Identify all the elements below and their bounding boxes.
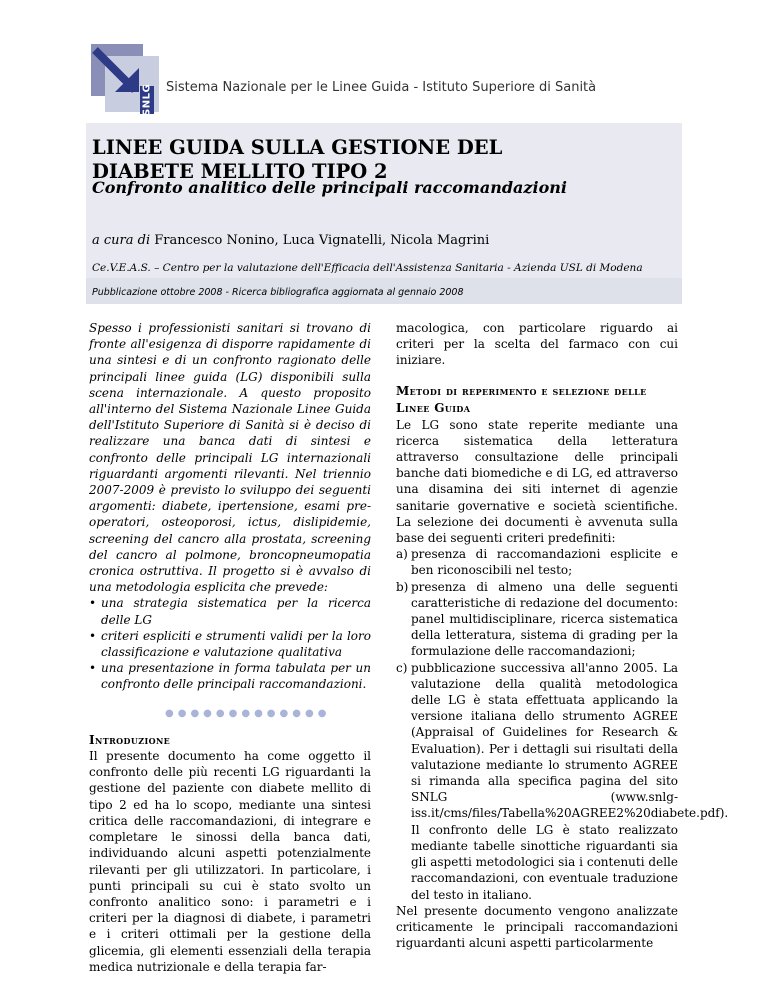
document-title bbox=[92, 136, 502, 184]
authors bbox=[92, 233, 489, 248]
document-subtitle: Confronto analitico delle principali raccomandazioni bbox=[92, 178, 567, 197]
criterion-text: pubblicazione successiva all'anno 2005. La valutazione della qualità metodologica delle LG è stata effettuata applicando la versione italiana dello strumento AGREE (Appraisal of Guidelines for Research & Evaluation). Per i dettagli sui risultati della valutazione mediante lo strumento AGREE si rimanda alla specifica pagina del sito SNLG (www.snlg-iss.it/cms/files/Tabella%20AGREE2%20diabete.pdf). Il confronto delle LG è stato realizzato mediante tabelle sinottiche riguardanti sia gli aspetti metodologici sia i contenuti delle raccomandazioni, con eventuale traduzione del testo in italiano. bbox=[411, 660, 729, 902]
authors-prefix: a cura di bbox=[92, 233, 151, 248]
methods-heading: Metodi di reperimento e selezione delle Linee Guida bbox=[396, 383, 647, 415]
abstract-bullet: • criteri espliciti e strumenti validi per la loro classificazione e valutazione qualitativa bbox=[89, 628, 371, 660]
criterion-c bbox=[396, 660, 729, 903]
title-line-1: LINEE GUIDA SULLA GESTIONE DEL bbox=[92, 136, 503, 159]
authors-names: Francesco Nonino, Luca Vignatelli, Nicola Magrini bbox=[154, 233, 490, 248]
snlg-logo bbox=[91, 44, 161, 117]
right-column bbox=[396, 320, 729, 951]
abstract-bullet: • una strategia sistematica per la ricerca delle LG bbox=[89, 595, 371, 627]
criteria-list bbox=[396, 546, 729, 902]
intro-heading: Introduzione bbox=[89, 732, 171, 747]
abstract-text: Spesso i professionisti sanitari si trovano di fronte all'esigenza di disporre rapidamente di una sintesi e di un confronto ragionato delle principali linee guida (LG) disponibili sulla scena internazionale. A questo proposito all'interno del Sistema Nazionale Linee Guida dell'Istituto Superiore di Sanità si è deciso di realizzare una banca dati di sintesi e confronto delle principali LG internazionali riguardanti argomenti rilevanti. Nel triennio 2007-2009 è previsto lo sviluppo dei seguenti argomenti: diabete, ipertensione, esami pre-operatori, osteoporosi, ictus, dislipidemie, screening del cancro alla prostata, screening del cancro al polmone, broncopneumopatia cronica ostruttiva. Il progetto si è avvalso di una metodologia esplicita che prevede: bbox=[89, 321, 371, 595]
section-separator: ●●●●●●●●●●●●● bbox=[165, 707, 331, 719]
institution: Ce.V.E.A.S. – Centro per la valutazione dell'Efficacia dell'Assistenza Sanitaria - Azienda USL di Modena bbox=[92, 262, 643, 274]
criterion-text: presenza di raccomandazioni esplicite e ben riconoscibili nel testo; bbox=[411, 547, 678, 578]
criterion-b bbox=[396, 579, 678, 660]
methods-text: Le LG sono state reperite mediante una ricerca sistematica della letteratura attraverso consultazione delle principali banche dati biomediche e di LG, ed attraverso una disamina dei siti internet di agenzie sanitarie governative e società scientifiche. La selezione dei documenti è avvenuta sulla base dei seguenti criteri predefiniti: bbox=[396, 417, 678, 546]
logo-text: SNLG bbox=[141, 83, 153, 117]
intro-text: Il presente documento ha come oggetto il confronto delle più recenti LG riguardanti la gestione del paziente con diabete mellito di tipo 2 ed ha lo scopo, mediante una sintesi critica delle raccomandazioni, di integrare e completare le sinossi della banca dati, individuando alcuni aspetti potenzialmente rilevanti per gli utilizzatori. In particolare, i punti principali su cui è stato svolto un confronto analitico sono: i parametri e i criteri per la diagnosi di diabete, i parametri e i criteri ottimali per la gestione della glicemia, gli elementi essenziali della terapia medica nutrizionale e della terapia far- bbox=[89, 749, 371, 974]
criterion-a bbox=[396, 546, 678, 578]
criterion-label: c) bbox=[396, 660, 408, 675]
abstract-bullet: • una presentazione in forma tabulata per un confronto delle principali raccomandazioni. bbox=[89, 660, 371, 692]
criterion-label: a) bbox=[396, 547, 408, 562]
organization-line: Sistema Nazionale per le Linee Guida - Istituto Superiore di Sanità bbox=[166, 80, 597, 95]
methods-closing: Nel presente documento vengono analizzate criticamente le principali raccomandazioni riguardanti alcuni aspetti particolarmente bbox=[396, 903, 678, 951]
title-line-2: DIABETE MELLITO TIPO 2 bbox=[92, 160, 388, 183]
publication-info: Pubblicazione ottobre 2008 - Ricerca bibliografica aggiornata al gennaio 2008 bbox=[92, 287, 464, 298]
criterion-label: b) bbox=[396, 579, 409, 594]
left-column bbox=[89, 320, 371, 975]
intro-continuation: macologica, con particolare riguardo ai criteri per la scelta del farmaco con cui iniziare. bbox=[396, 321, 678, 368]
abstract bbox=[89, 320, 371, 693]
abstract-bullets bbox=[89, 595, 371, 692]
criterion-text: presenza di almeno una delle seguenti caratteristiche di redazione del documento: panel multidisciplinare, ricerca sistematica della letteratura, sistema di grading per la formulazione delle raccomandazioni; bbox=[411, 579, 678, 659]
